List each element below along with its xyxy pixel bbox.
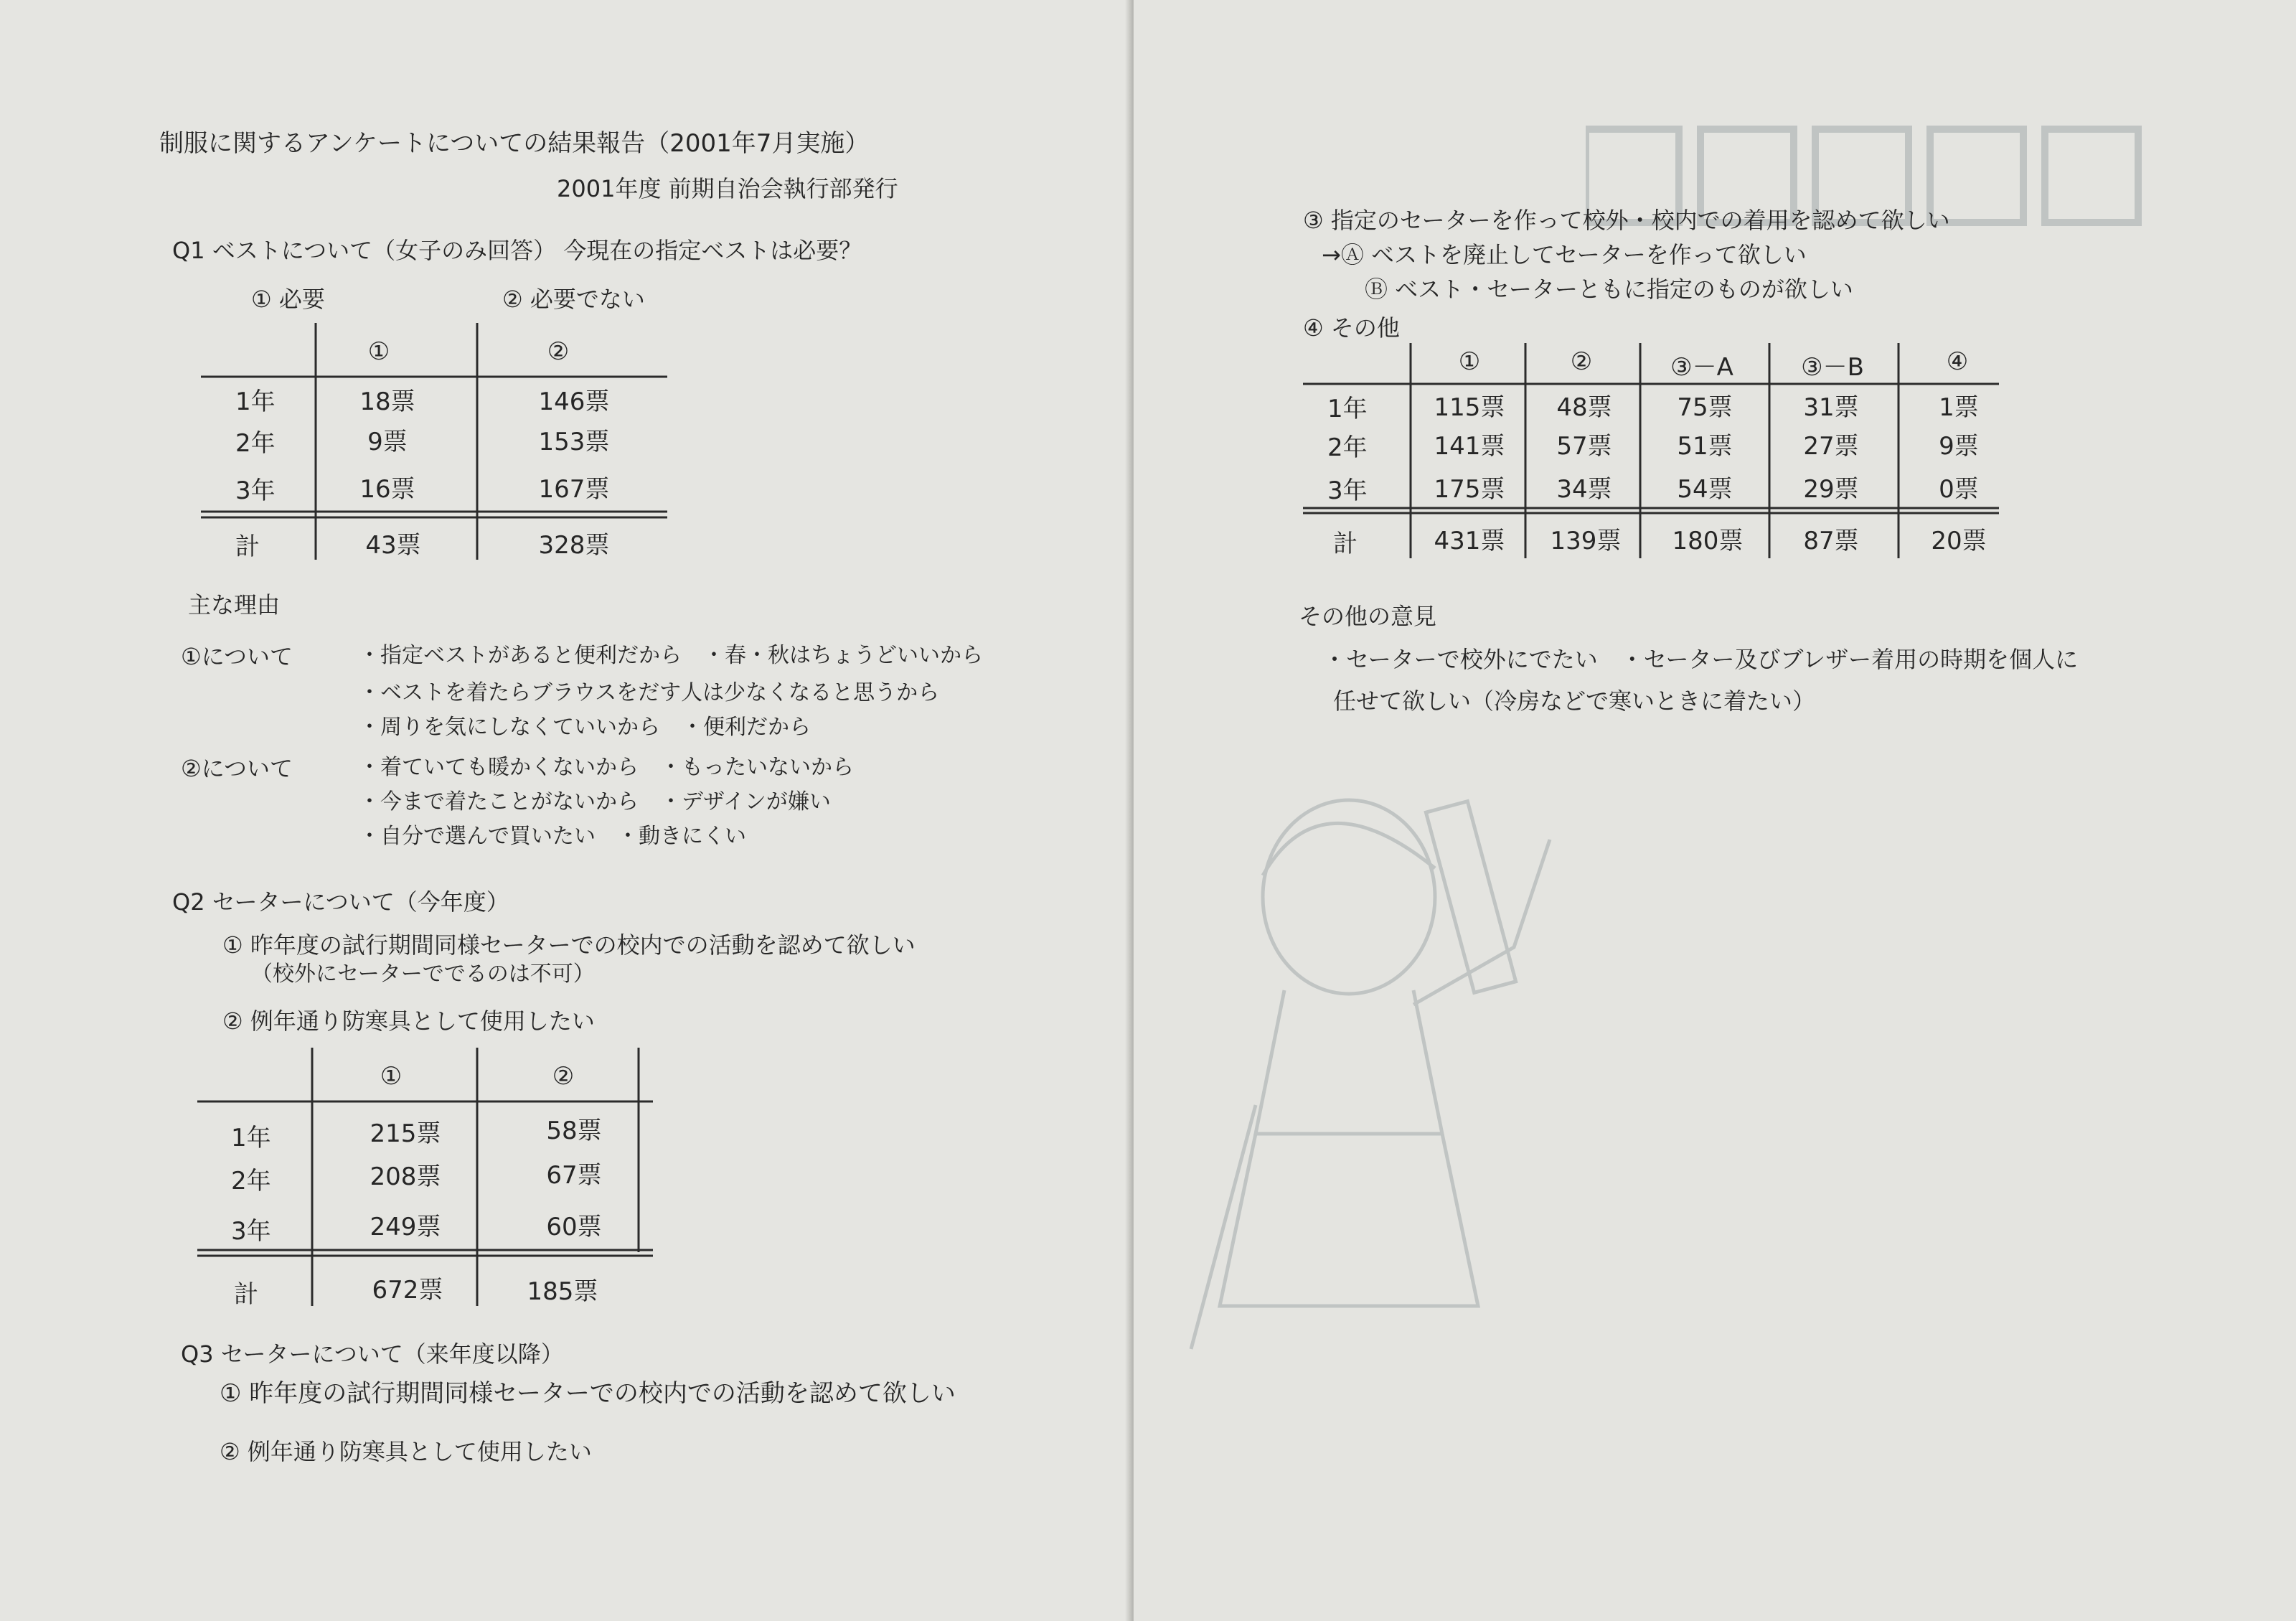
q3-total-cell: 87票 <box>1803 527 1859 555</box>
reason-line: ・今まで着たことがないから ・デザインが嫌い <box>359 789 831 814</box>
q1-cell: 9票 <box>367 428 408 456</box>
q1-cell: 18票 <box>359 387 415 416</box>
q3-total-cell: 180票 <box>1672 527 1744 555</box>
reasons-2-label: ②について <box>181 755 293 782</box>
reason-line: ・自分で選んで買いたい ・動きにくい <box>359 824 746 849</box>
q3-total-cell: 20票 <box>1931 527 1987 555</box>
q1-heading: Q1 ベストについて（女子のみ回答） 今現在の指定ベストは必要？ <box>172 237 862 264</box>
q2-row-label: 2年 <box>231 1167 271 1195</box>
q2-header-2: ② <box>552 1062 575 1091</box>
q2-header-1: ① <box>380 1062 403 1091</box>
q1-row-label: 2年 <box>235 429 276 458</box>
q3-total-cell: 139票 <box>1550 527 1622 555</box>
other-opinions-heading: その他の意見 <box>1299 603 1437 630</box>
q1-cell: 167票 <box>538 475 610 504</box>
q1-cell: 16票 <box>359 475 415 504</box>
q2-total-cell: 672票 <box>372 1276 443 1305</box>
q3-header: ④ <box>1946 347 1969 376</box>
q3-cell: 141票 <box>1434 432 1505 461</box>
q3-option-3a: →Ⓐ ベストを廃止してセーターを作って欲しい <box>1322 241 1807 268</box>
q1-row-label: 1年 <box>235 387 276 416</box>
q2-option-2: ② 例年通り防寒具として使用したい <box>222 1007 595 1035</box>
left-page <box>0 0 1134 1621</box>
q3-cell: 1票 <box>1939 393 1979 422</box>
q2-row-label: 3年 <box>231 1217 271 1246</box>
reason-line: ・指定ベストがあると便利だから ・春・秋はちょうどいいから <box>359 643 983 668</box>
q2-cell: 60票 <box>546 1213 602 1241</box>
other-opinion-line: ・セーターで校外にでたい ・セーター及びブレザー着用の時期を個人に <box>1323 646 2079 673</box>
q3-header: ② <box>1570 347 1593 376</box>
q1-cell: 146票 <box>538 387 610 416</box>
q3-cell: 27票 <box>1803 432 1859 461</box>
q3-cell: 31票 <box>1803 393 1859 422</box>
right-page <box>1134 0 2296 1621</box>
q3-total-label: 計 <box>1333 530 1358 558</box>
q3-cell: 175票 <box>1434 475 1505 504</box>
q1-row-label: 3年 <box>235 476 276 505</box>
q2-total-label: 計 <box>234 1280 258 1309</box>
reasons-1-label: ①について <box>181 643 293 670</box>
q3-row-label: 1年 <box>1327 395 1368 423</box>
reason-line: ・ベストを着たらブラウスをだす人は少なくなると思うから <box>359 680 940 705</box>
q1-total-cell: 328票 <box>538 531 610 560</box>
q2-cell: 208票 <box>370 1162 441 1191</box>
q3-header: ③－B <box>1801 353 1864 382</box>
q3-header: ① <box>1458 347 1481 376</box>
q3-option-3: ③ 指定のセーターを作って校外・校内での着用を認めて欲しい <box>1303 207 1950 234</box>
q3-option-3b: Ⓑ ベスト・セーターともに指定のものが欲しい <box>1365 276 1853 303</box>
q3-total-cell: 431票 <box>1434 527 1505 555</box>
other-opinion-line: 任せて欲しい（冷房などで寒いときに着たい） <box>1333 687 1816 715</box>
q1-option-2: ② 必要でない <box>502 286 645 313</box>
q3-cell: 57票 <box>1556 432 1612 461</box>
q3-row-label: 3年 <box>1327 476 1368 505</box>
q3-heading: Q3 セーターについて（来年度以降） <box>181 1340 564 1368</box>
reasons-heading: 主な理由 <box>188 591 281 619</box>
q3-cell: 9票 <box>1939 432 1979 461</box>
reason-line: ・周りを気にしなくていいから ・便利だから <box>359 715 811 740</box>
q2-cell: 67票 <box>546 1161 602 1190</box>
q1-cell: 153票 <box>538 428 610 456</box>
q3-cell: 54票 <box>1677 475 1733 504</box>
q2-option-1: ① 昨年度の試行期間同様セーターでの校内での活動を認めて欲しい <box>222 931 916 959</box>
q2-option-1-note: （校外にセーターででるのは不可） <box>251 962 595 987</box>
q2-total-cell: 185票 <box>527 1277 598 1306</box>
q3-header: ③－A <box>1670 353 1733 382</box>
q2-cell: 215票 <box>370 1119 441 1148</box>
q1-total-label: 計 <box>235 532 260 561</box>
q3-cell: 75票 <box>1677 393 1733 422</box>
q2-heading: Q2 セーターについて（今年度） <box>172 888 509 916</box>
report-title: 制服に関するアンケートについての結果報告（2001年7月実施） <box>159 129 870 158</box>
show-through-girl-illustration-icon <box>1177 732 1607 1406</box>
q3-option-4: ④ その他 <box>1303 314 1400 342</box>
q1-header-1: ① <box>367 337 390 366</box>
q1-option-1: ① 必要 <box>251 286 325 313</box>
q3-option-2: ② 例年通り防寒具として使用したい <box>220 1438 592 1465</box>
issuer-line: 2001年度 前期自治会執行部発行 <box>557 175 898 202</box>
q3-cell: 29票 <box>1803 475 1859 504</box>
q1-total-cell: 43票 <box>365 531 421 560</box>
q3-cell: 34票 <box>1556 475 1612 504</box>
q2-row-label: 1年 <box>231 1124 271 1152</box>
q3-cell: 115票 <box>1434 393 1505 422</box>
q3-table-grid <box>1303 343 2006 565</box>
q1-header-2: ② <box>547 337 570 366</box>
show-through-banner-shape <box>1586 122 2231 255</box>
q2-cell: 58票 <box>546 1117 602 1145</box>
q3-cell: 0票 <box>1939 475 1979 504</box>
reason-line: ・着ていても暖かくないから ・もったいないから <box>359 755 854 780</box>
q3-option-1: ① 昨年度の試行期間同様セーターでの校内での活動を認めて欲しい <box>220 1379 956 1408</box>
q3-row-label: 2年 <box>1327 433 1368 462</box>
q3-cell: 48票 <box>1556 393 1612 422</box>
q3-cell: 51票 <box>1677 432 1733 461</box>
q2-cell: 249票 <box>370 1213 441 1241</box>
